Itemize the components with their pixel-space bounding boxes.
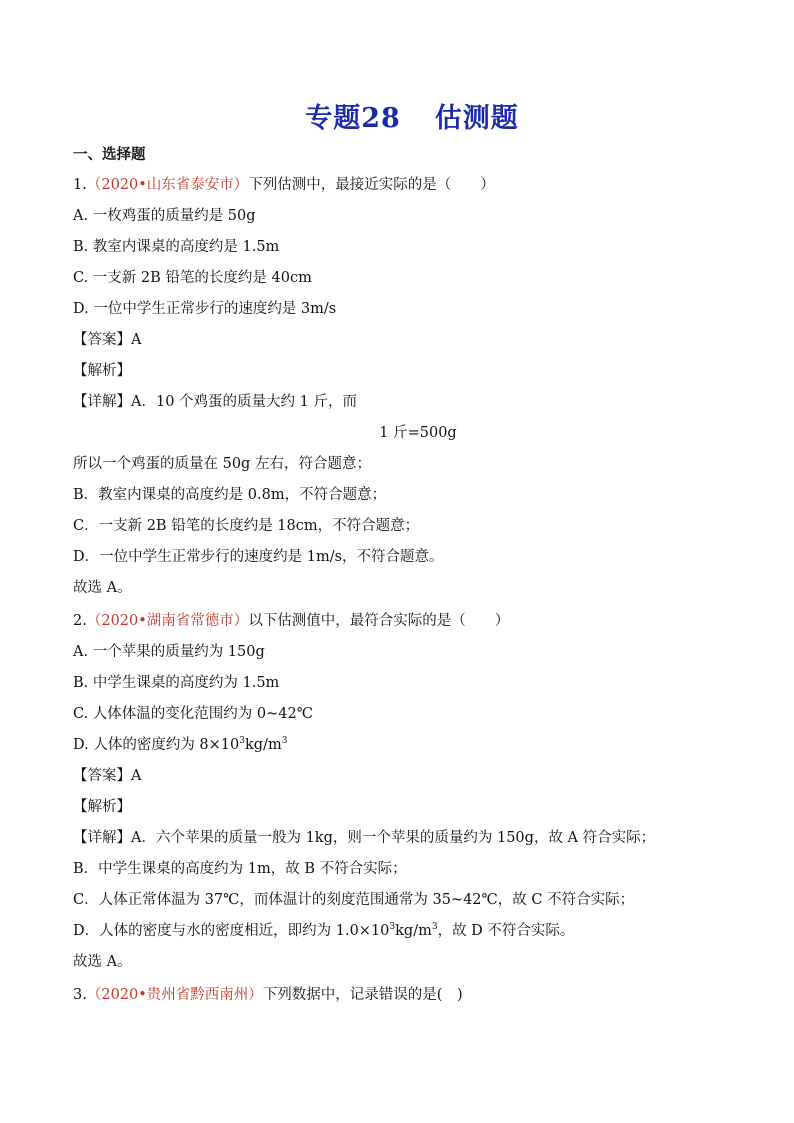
exponent: 3 [281,736,288,747]
question-1-explanation-3: C．一支新 2B 铅笔的长度约是 18cm，不符合题意； [73,518,420,534]
question-text: 下列数据中，记录错误的是( ) [262,987,463,1003]
question-1-stem [73,175,495,195]
exponent: 3 [239,736,245,747]
unit-text: kg/m [395,923,432,939]
question-1-formula: 1 斤=500g [379,425,457,441]
question-number: 3. [73,987,87,1003]
question-number: 1. [73,177,87,193]
question-source: （2020•贵州省黔西南州） [86,987,263,1003]
question-2-option-b: B. 中学生课桌的高度约为 1.5m [73,675,280,691]
question-2-option-a: A. 一个苹果的质量约为 150g [73,644,265,660]
explanation-text: ，故 D 不符合实际。 [437,923,575,939]
question-2-explanation-1: B．中学生课桌的高度约为 1m，故 B 不符合实际； [73,861,407,877]
question-2-detail: 【详解】A．六个苹果的质量一般为 1kg，则一个苹果的质量约为 150g，故 A 符合实际； [73,830,656,846]
question-2-answer: 【答案】A [73,768,142,784]
question-1-explanation-4: D．一位中学生正常步行的速度约是 1m/s，不符合题意。 [73,549,444,565]
question-1-conclusion: 故选 A。 [73,580,132,596]
question-1-option-c: C. 一支新 2B 铅笔的长度约是 40cm [73,270,312,286]
title-topic-number: 专题28 [305,103,401,134]
question-1-detail: 【详解】A．10 个鸡蛋的质量大约 1 斤，而 [73,394,357,410]
question-1-analysis-label: 【解析】 [73,363,131,379]
question-2-option-c: C. 人体体温的变化范围约为 0~42℃ [73,706,313,722]
question-number: 2. [73,613,87,629]
question-1-option-d: D. 一位中学生正常步行的速度约是 3m/s [73,301,337,317]
question-source: （2020•湖南省常德市） [86,613,249,629]
section-heading: 一、选择题 [73,146,146,163]
unit-text: kg/m [245,737,282,753]
question-2-stem [73,611,509,631]
question-2-analysis-label: 【解析】 [73,799,131,815]
exponent: 3 [431,922,438,933]
question-text: 以下估测值中，最符合实际的是（ ） [248,613,510,629]
question-2-conclusion: 故选 A。 [73,954,132,970]
question-1-answer: 【答案】A [73,332,142,348]
title-topic-name: 估测题 [434,103,519,134]
question-1-option-a: A. 一枚鸡蛋的质量约是 50g [73,208,256,224]
question-2-explanation-2: C．人体正常体温为 37℃，而体温计的刻度范围通常为 35~42℃，故 C 不符合实际； [73,892,635,908]
question-3-stem [73,985,463,1005]
explanation-text: D．人体的密度与水的密度相近，即约为 1.0×10 [73,923,390,939]
question-2-option-d [73,735,287,755]
question-1-explanation-1: 所以一个鸡蛋的质量在 50g 左右，符合题意； [73,456,371,472]
question-1-explanation-2: B．教室内课桌的高度约是 0.8m，不符合题意； [73,487,387,503]
page-title [0,96,794,135]
question-2-explanation-3 [73,921,574,941]
question-source: （2020•山东省泰安市） [86,177,249,193]
exponent: 3 [389,922,396,933]
question-text: 下列估测中，最接近实际的是（ ） [248,177,495,193]
option-text: D. 人体的密度约为 8×10 [73,737,240,753]
question-1-option-b: B. 教室内课桌的高度约是 1.5m [73,239,280,255]
